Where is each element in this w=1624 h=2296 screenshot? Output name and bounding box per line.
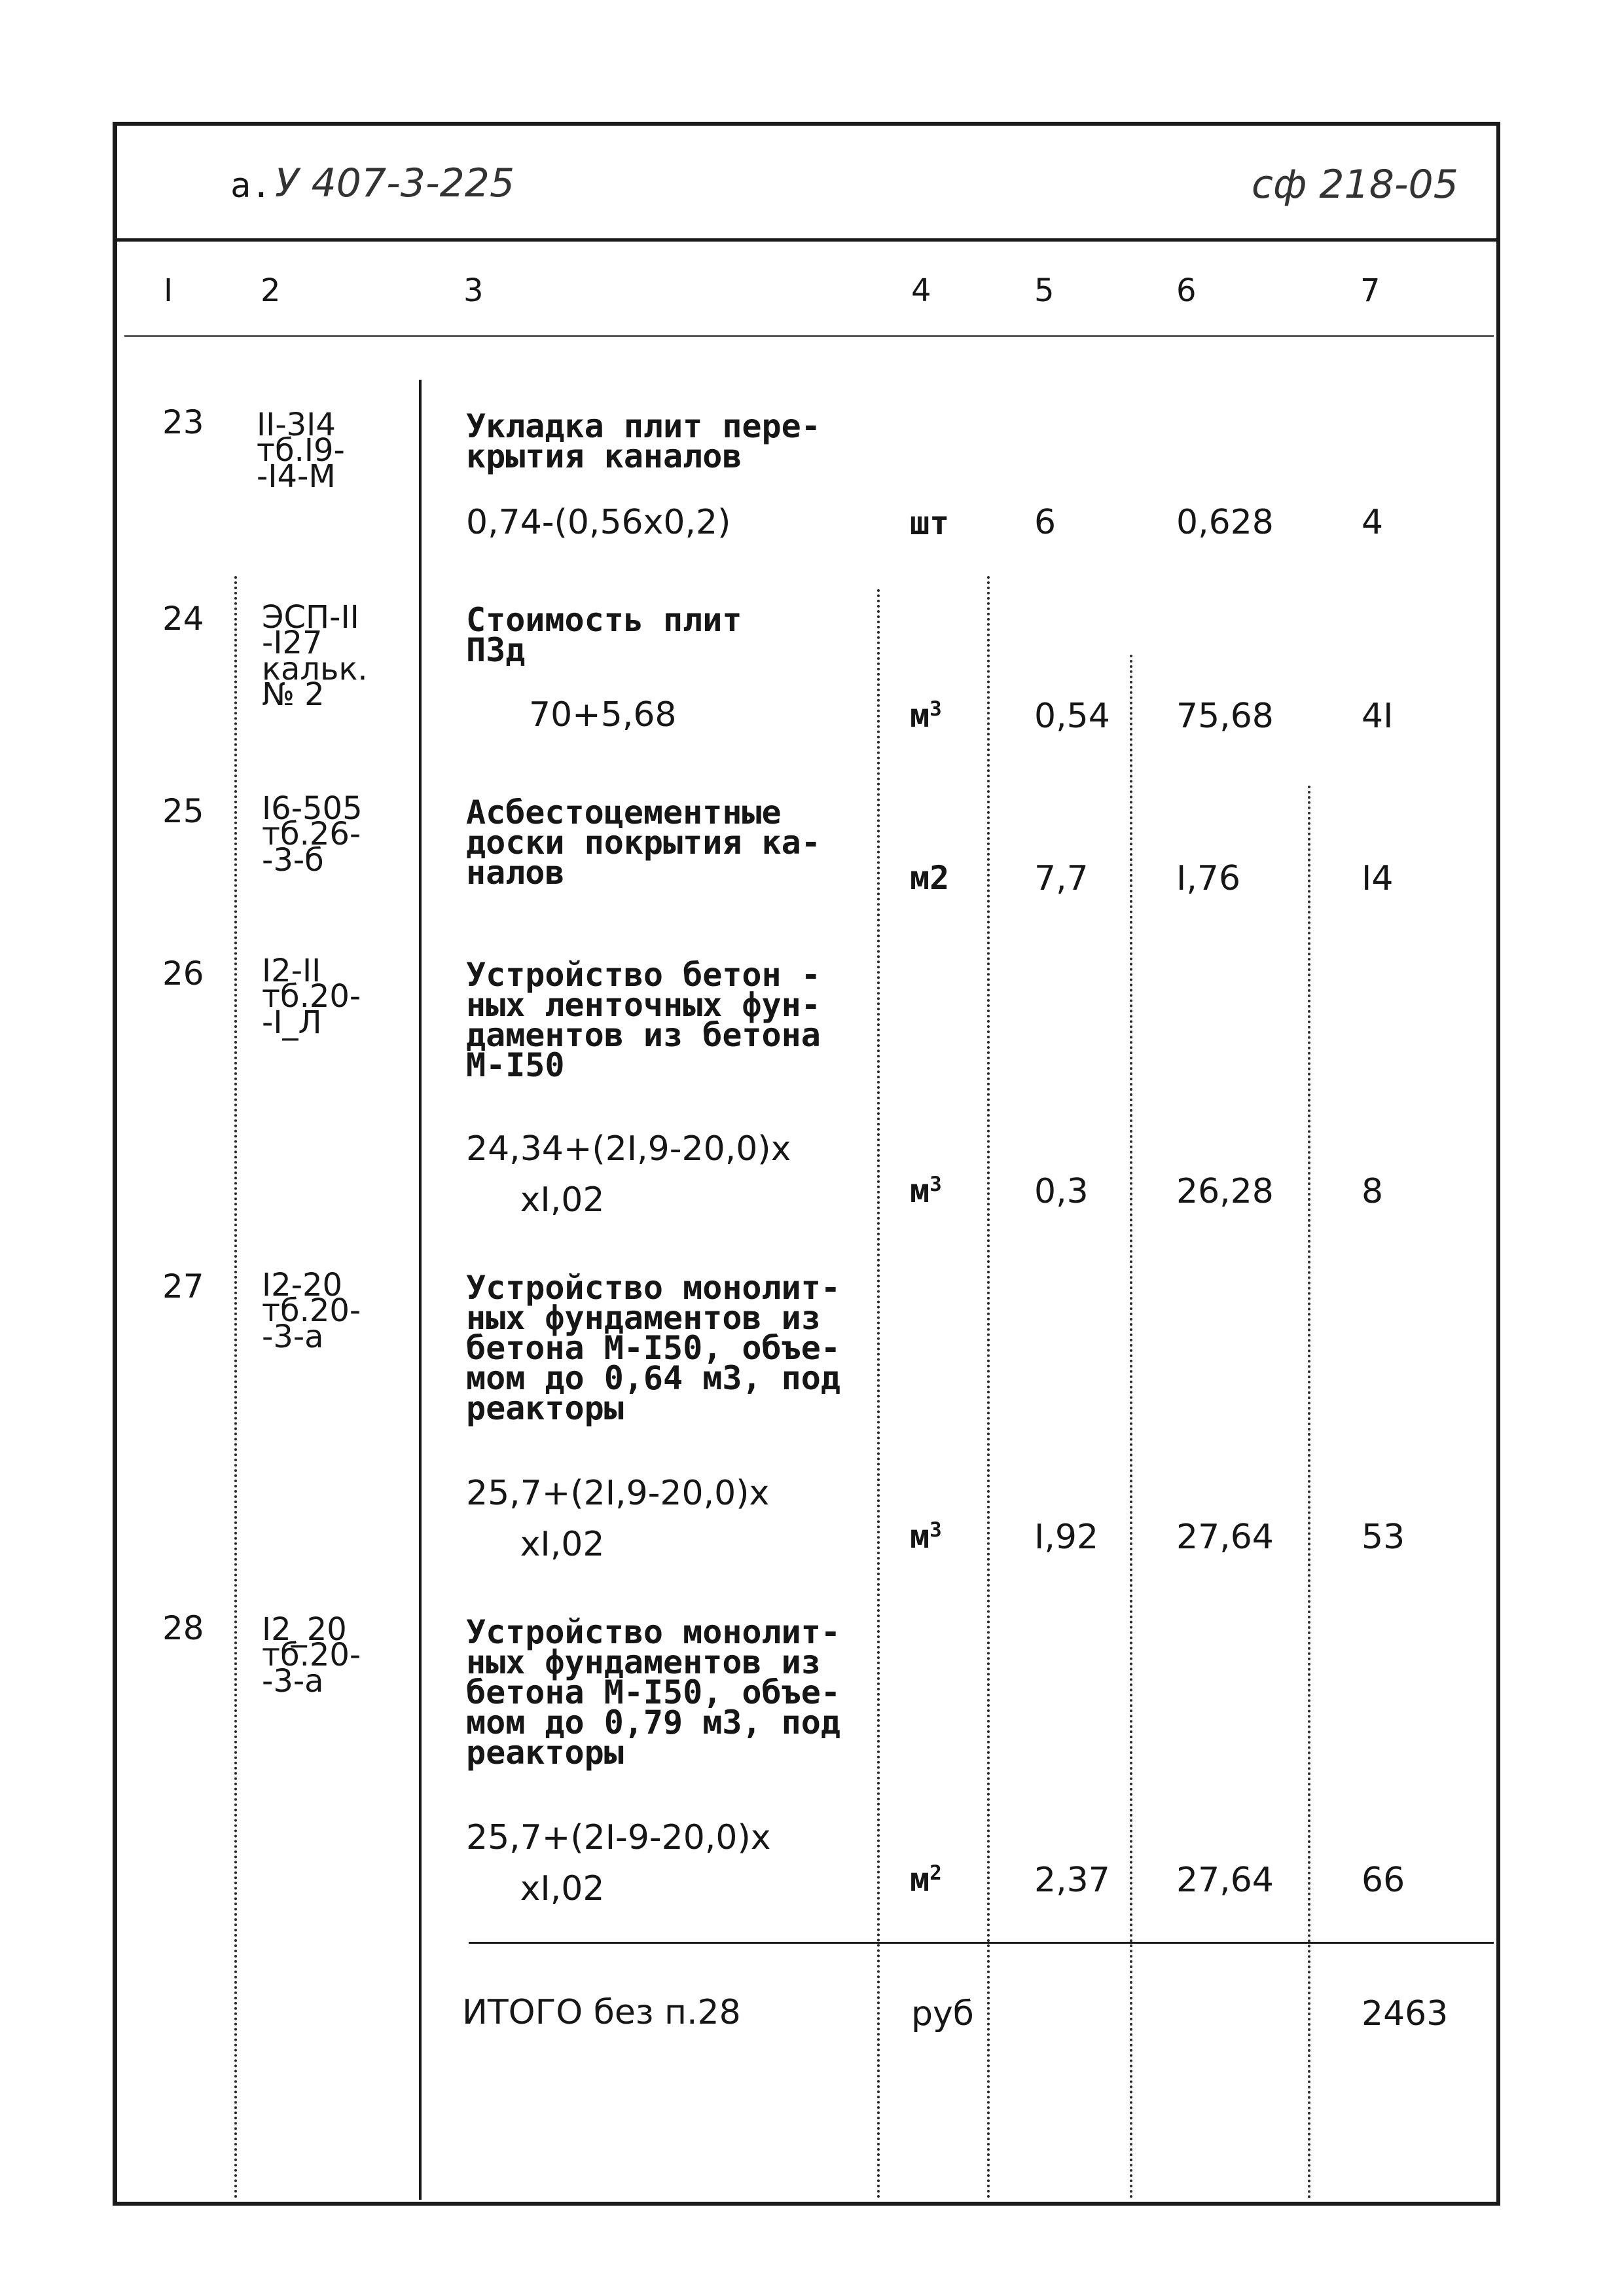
row-sum: 4I	[1362, 697, 1394, 736]
row-number: 23	[162, 403, 204, 441]
column-rule	[1308, 786, 1310, 2200]
row-sum: 8	[1362, 1172, 1384, 1211]
row-calculation: 25,7+(2I-9-20,0)х хI,02	[466, 1818, 771, 1908]
row-unit-price: I,76	[1176, 859, 1241, 898]
row-number: 27	[162, 1267, 204, 1305]
doc-number: У 407-3-225	[275, 160, 515, 206]
total-label: ИТОГО без п.28	[462, 1993, 741, 2032]
row-sum: I4	[1362, 859, 1394, 898]
row-unit: шт	[910, 504, 950, 542]
row-quantity: 2,37	[1034, 1861, 1110, 1900]
row-sum: 53	[1362, 1518, 1405, 1557]
total-divider	[469, 1942, 1494, 1944]
column-rule	[877, 589, 880, 2200]
row-calculation: 24,34+(2I,9-20,0)х хI,02	[466, 1129, 791, 1220]
column-header-divider	[124, 335, 1494, 337]
row-unit-price: 27,64	[1176, 1518, 1274, 1557]
row-number: 28	[162, 1609, 204, 1647]
row-description: Устройство бетон - ных ленточных фун- даментов из бетона М-I50	[466, 956, 821, 1084]
total-unit: руб	[911, 1994, 974, 2033]
col-header-7: 7	[1360, 272, 1380, 309]
col-header-2: 2	[261, 272, 281, 309]
row-unit: $м^3$	[910, 697, 942, 735]
row-quantity: 6	[1034, 503, 1056, 542]
row-unit: $м^2$	[910, 1861, 942, 1899]
row-calculation: 0,74-(0,56х0,2)	[466, 503, 731, 542]
total-sum: 2463	[1362, 1994, 1449, 2033]
row-calculation: 70+5,68	[529, 695, 677, 735]
row-number: 25	[162, 792, 204, 830]
row-description: Укладка плит пере- крытия каналов	[466, 407, 821, 475]
row-code: I2_20 тб.20- -3-а	[262, 1611, 361, 1700]
row-description: Асбестоцементные доски покрытия ка- налов	[466, 793, 821, 892]
row-code: I2-II тб.20- -I_Л	[262, 953, 361, 1041]
row-sum: 4	[1362, 503, 1384, 542]
row-description: Устройство монолит- ных фундаментов из бетона М-I50, объе- мом до 0,79 м3, под реакторы	[466, 1613, 840, 1772]
col-header-3: 3	[463, 272, 484, 309]
row-code: I2-20 тб.20- -3-а	[262, 1267, 361, 1355]
col-header-1: I	[164, 272, 173, 309]
col-header-6: 6	[1176, 272, 1197, 309]
row-sum: 66	[1362, 1861, 1405, 1900]
row-unit: $м^3$	[910, 1518, 942, 1556]
row-number: 26	[162, 955, 204, 993]
row-unit-price: 26,28	[1176, 1172, 1274, 1211]
row-unit-price: 75,68	[1176, 697, 1274, 736]
col-header-5: 5	[1034, 272, 1055, 309]
row-quantity: I,92	[1034, 1518, 1099, 1557]
row-code: II-3I4 тб.I9- -I4-М	[257, 407, 345, 495]
col-header-4: 4	[911, 272, 931, 309]
sheet-code: сф 218-05	[1252, 162, 1458, 208]
column-rule	[1130, 655, 1132, 2200]
row-code: I6-505 тб.26- -3-б	[262, 790, 363, 879]
column-rule	[234, 576, 237, 2200]
row-unit: м2	[910, 859, 950, 897]
row-unit-price: 27,64	[1176, 1861, 1274, 1900]
row-description: Устройство монолит- ных фундаментов из бетона М-I50, объе- мом до 0,64 м3, под реакторы	[466, 1269, 840, 1427]
row-number: 24	[162, 600, 204, 638]
row-quantity: 0,3	[1034, 1172, 1089, 1211]
row-unit-price: 0,628	[1176, 503, 1274, 542]
row-calculation: 25,7+(2I,9-20,0)х хI,02	[466, 1474, 770, 1564]
header-divider	[113, 238, 1500, 242]
doc-prefix: а.	[230, 166, 272, 206]
row-code: ЭСП-II -I27 кальк. № 2	[262, 599, 368, 714]
row-quantity: 7,7	[1034, 859, 1089, 898]
column-rule	[987, 576, 990, 2200]
row-quantity: 0,54	[1034, 697, 1110, 736]
row-description: Стоимость плит ПЗд	[466, 601, 742, 669]
column-rule	[419, 380, 422, 2200]
row-unit: $м^3$	[910, 1172, 942, 1210]
